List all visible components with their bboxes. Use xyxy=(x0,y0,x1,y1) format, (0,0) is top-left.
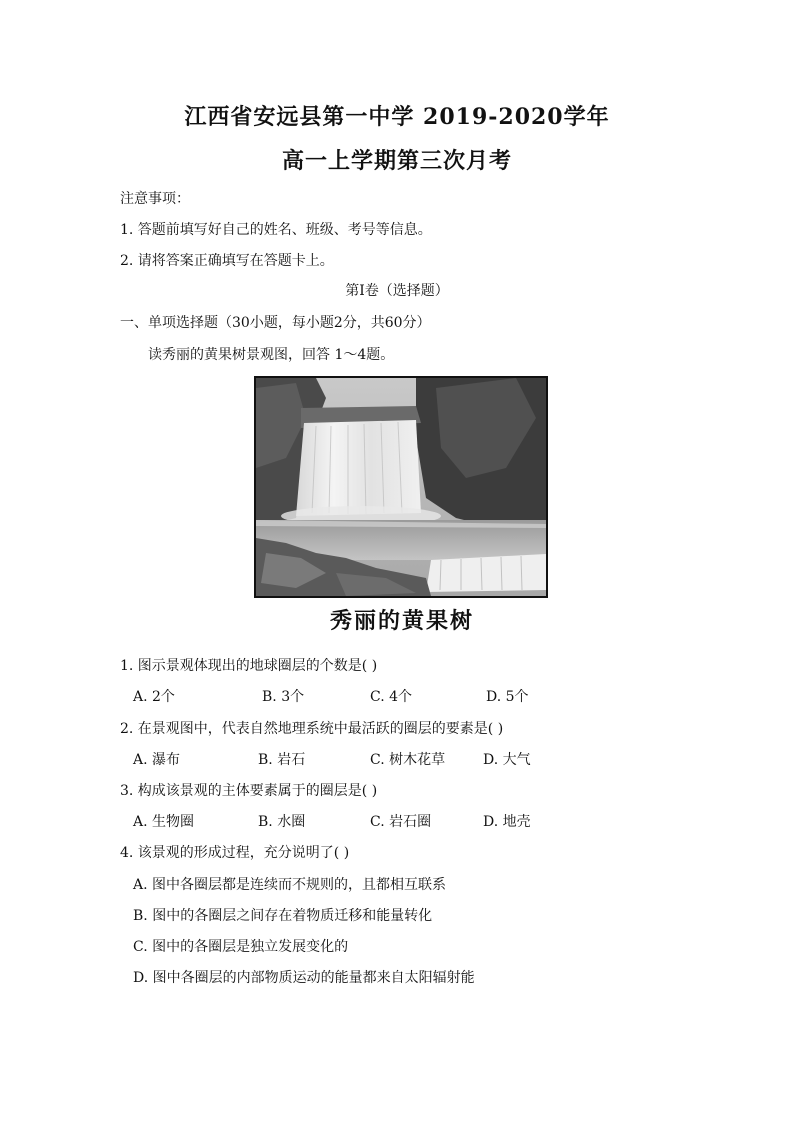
question-2-option-c: C. 树木花草 xyxy=(370,752,446,768)
question-3-option-d: D. 地壳 xyxy=(483,814,531,830)
question-1-option-c: C. 4个 xyxy=(370,689,413,705)
question-1-option-d: D. 5个 xyxy=(486,689,529,705)
photo-caption: 秀丽的黄果树 xyxy=(330,608,475,634)
question-1-option-a: A. 2个 xyxy=(133,689,175,705)
question-4-option-c: C. 图中的各圈层是独立发展变化的 xyxy=(133,939,349,955)
question-3-stem: 3. 构成该景观的主体要素属于的圈层是( ) xyxy=(120,783,378,799)
question-3-option-a: A. 生物圈 xyxy=(133,814,195,830)
question-4-option-b: B. 图中的各圈层之间存在着物质迁移和能量转化 xyxy=(133,908,433,924)
exam-title-line1: 江西省安远县第一中学 2019-2020学年 xyxy=(184,104,610,130)
waterfall-photo xyxy=(254,376,548,598)
exam-title-line2: 高一上学期第三次月考 xyxy=(281,148,512,174)
question-1-stem: 1. 图示景观体现出的地球圈层的个数是( ) xyxy=(120,658,378,674)
part-title: 一、单项选择题（30小题，每小题2分，共60分） xyxy=(120,315,431,331)
note-item-2: 2. 请将答案正确填写在答题卡上。 xyxy=(120,253,334,269)
question-4-option-a: A. 图中各圈层都是连续而不规则的，且都相互联系 xyxy=(133,877,447,893)
question-3-option-c: C. 岩石圈 xyxy=(370,814,432,830)
question-4-stem: 4. 该景观的形成过程，充分说明了( ) xyxy=(120,845,350,861)
question-intro: 读秀丽的黄果树景观图，回答 1～4题。 xyxy=(148,347,395,363)
question-2-option-a: A. 瀑布 xyxy=(133,752,181,768)
question-2-stem: 2. 在景观图中，代表自然地理系统中最活跃的圈层的要素是( ) xyxy=(120,721,504,737)
question-4-option-d: D. 图中各圈层的内部物质运动的能量都来自太阳辐射能 xyxy=(133,970,475,986)
notes-heading: 注意事项： xyxy=(120,191,190,207)
note-item-1: 1. 答题前填写好自己的姓名、班级、考号等信息。 xyxy=(120,222,432,238)
question-3-option-b: B. 水圈 xyxy=(258,814,306,830)
section-title: 第I卷（选择题） xyxy=(345,283,449,299)
question-2-option-d: D. 大气 xyxy=(483,752,531,768)
question-1-option-b: B. 3个 xyxy=(262,689,305,705)
question-2-option-b: B. 岩石 xyxy=(258,752,306,768)
